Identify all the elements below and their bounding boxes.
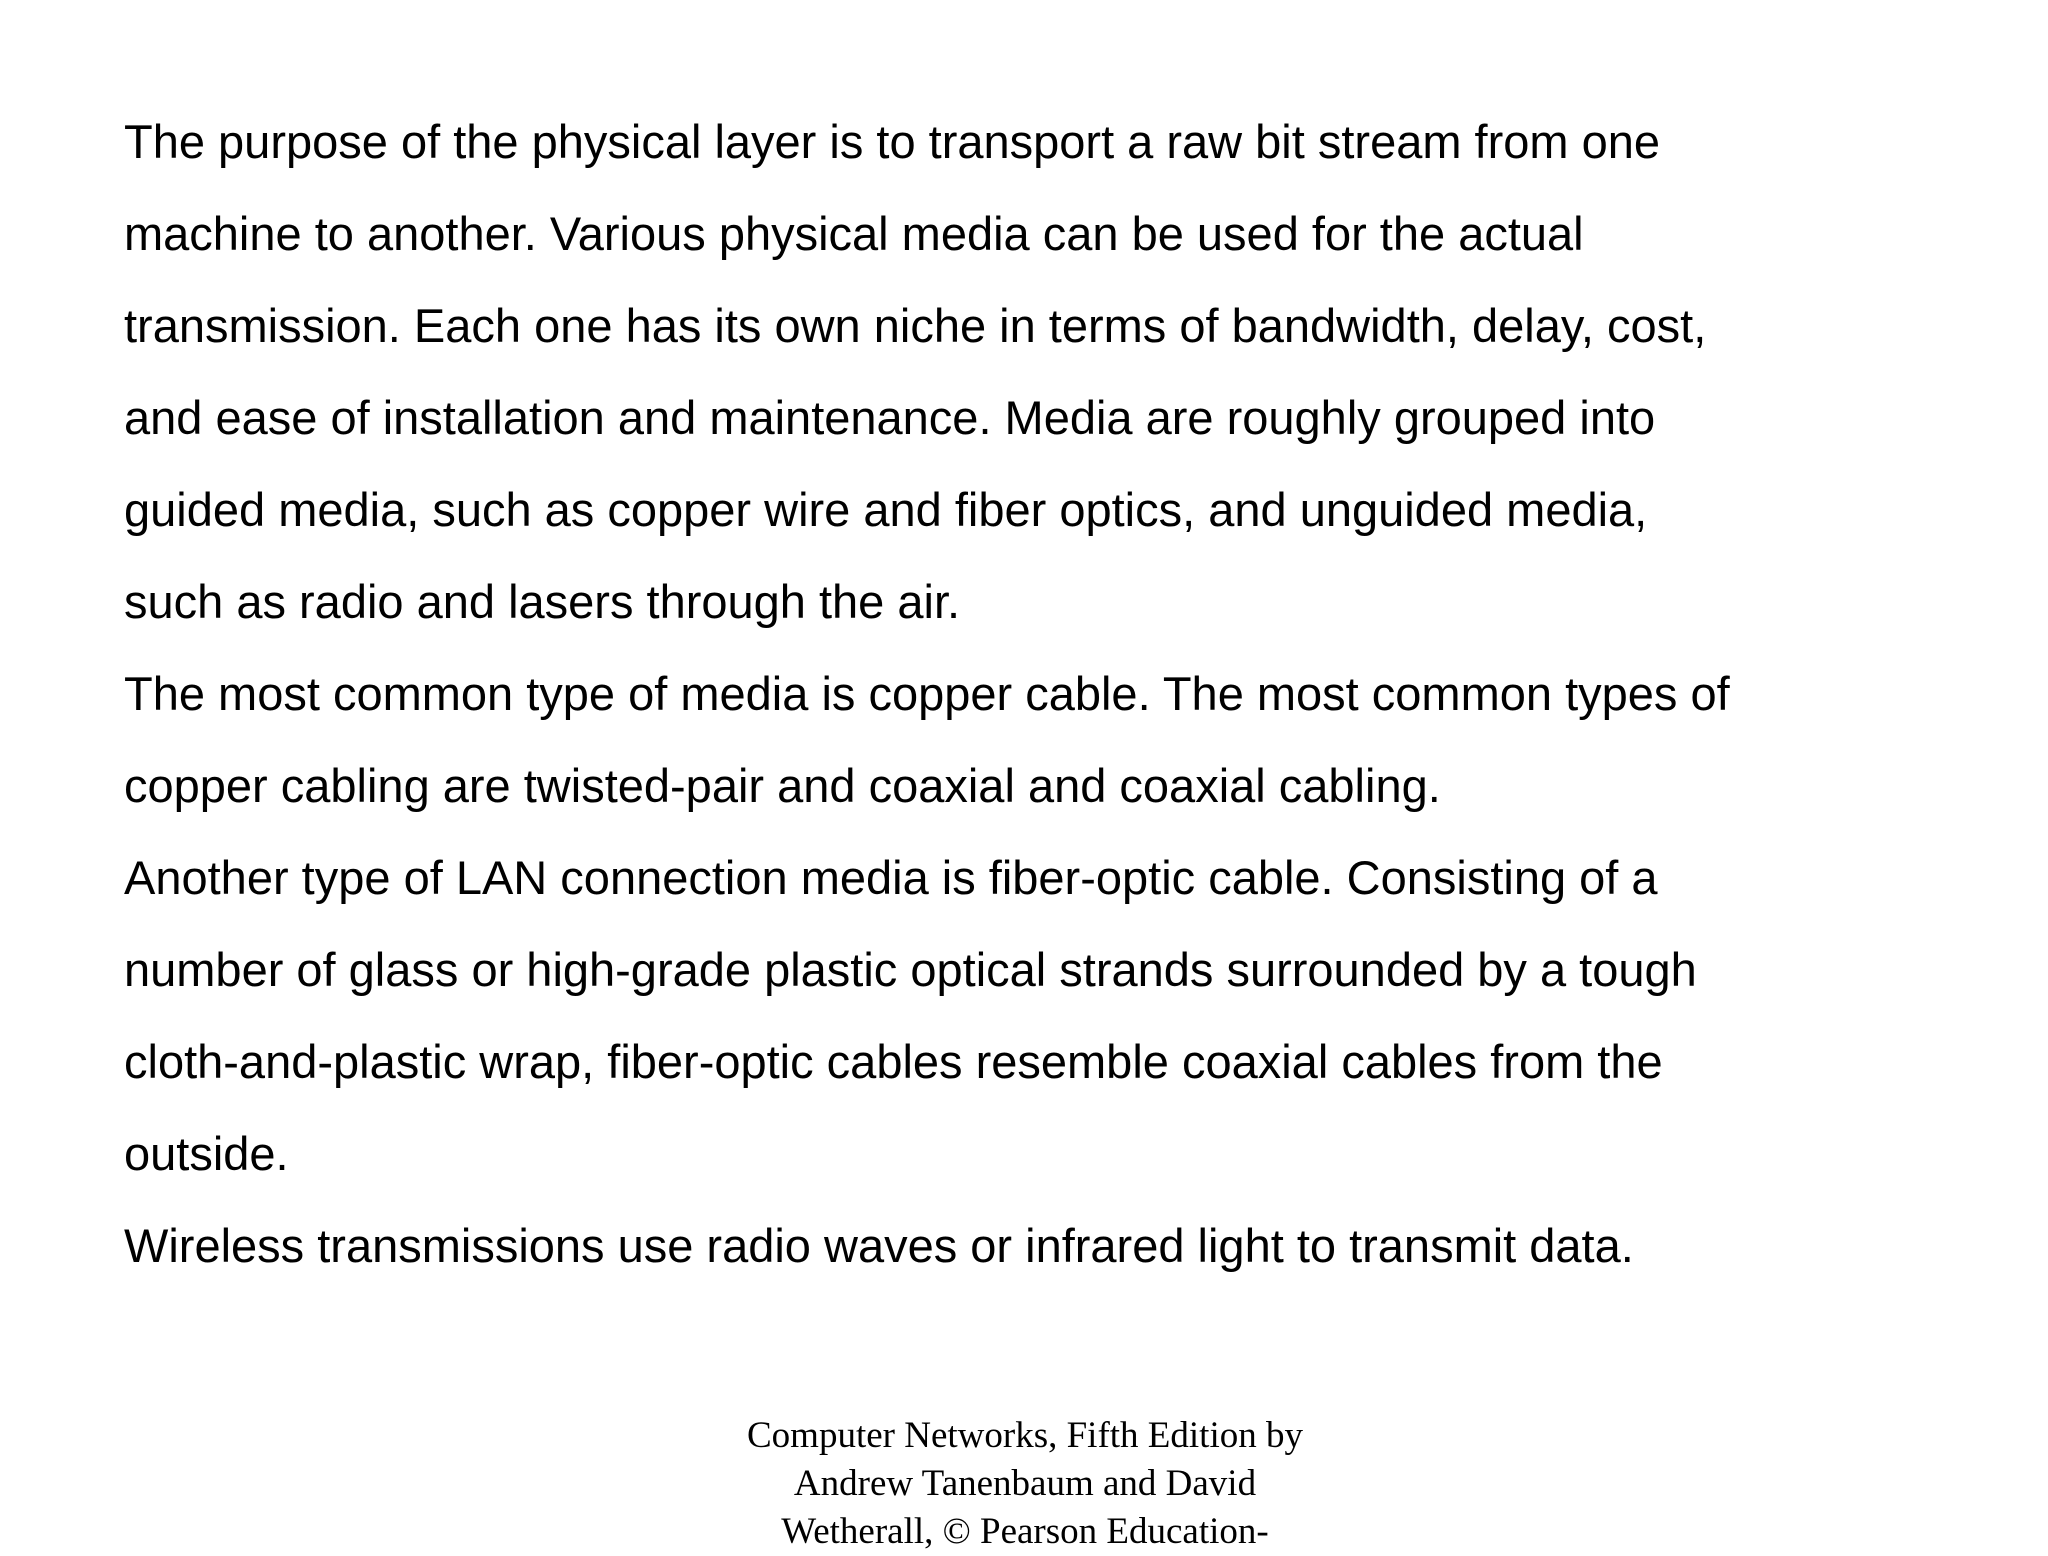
body-line: Another type of LAN connection media is fiber-optic cable. Consisting of a <box>124 851 1658 904</box>
body-line: guided media, such as copper wire and fiber optics, and unguided media, <box>124 483 1648 536</box>
body-line: machine to another. Various physical media can be used for the actual <box>124 207 1584 260</box>
slide-footer <box>700 1412 1350 1556</box>
slide-body-text <box>124 96 1984 1292</box>
footer-line: Computer Networks, Fifth Edition by <box>747 1415 1303 1456</box>
body-line: such as radio and lasers through the air. <box>124 575 961 628</box>
footer-line: Andrew Tanenbaum and David <box>793 1463 1257 1504</box>
body-line: copper cabling are twisted-pair and coaxial and coaxial cabling. <box>124 759 1441 812</box>
body-line: The most common type of media is copper cable. The most common types of <box>124 667 1730 720</box>
body-line: The purpose of the physical layer is to transport a raw bit stream from one <box>124 115 1661 168</box>
body-line: and ease of installation and maintenance. Media are roughly grouped into <box>124 391 1656 444</box>
body-line: cloth-and-plastic wrap, fiber-optic cables resemble coaxial cables from the <box>124 1035 1663 1088</box>
body-line: outside. <box>124 1127 289 1180</box>
footer-line: Wetherall, © Pearson Education- <box>781 1511 1269 1552</box>
body-line: number of glass or high-grade plastic optical strands surrounded by a tough <box>124 943 1697 996</box>
body-line: transmission. Each one has its own niche in terms of bandwidth, delay, cost, <box>124 299 1707 352</box>
body-line: Wireless transmissions use radio waves or infrared light to transmit data. <box>124 1219 1634 1272</box>
